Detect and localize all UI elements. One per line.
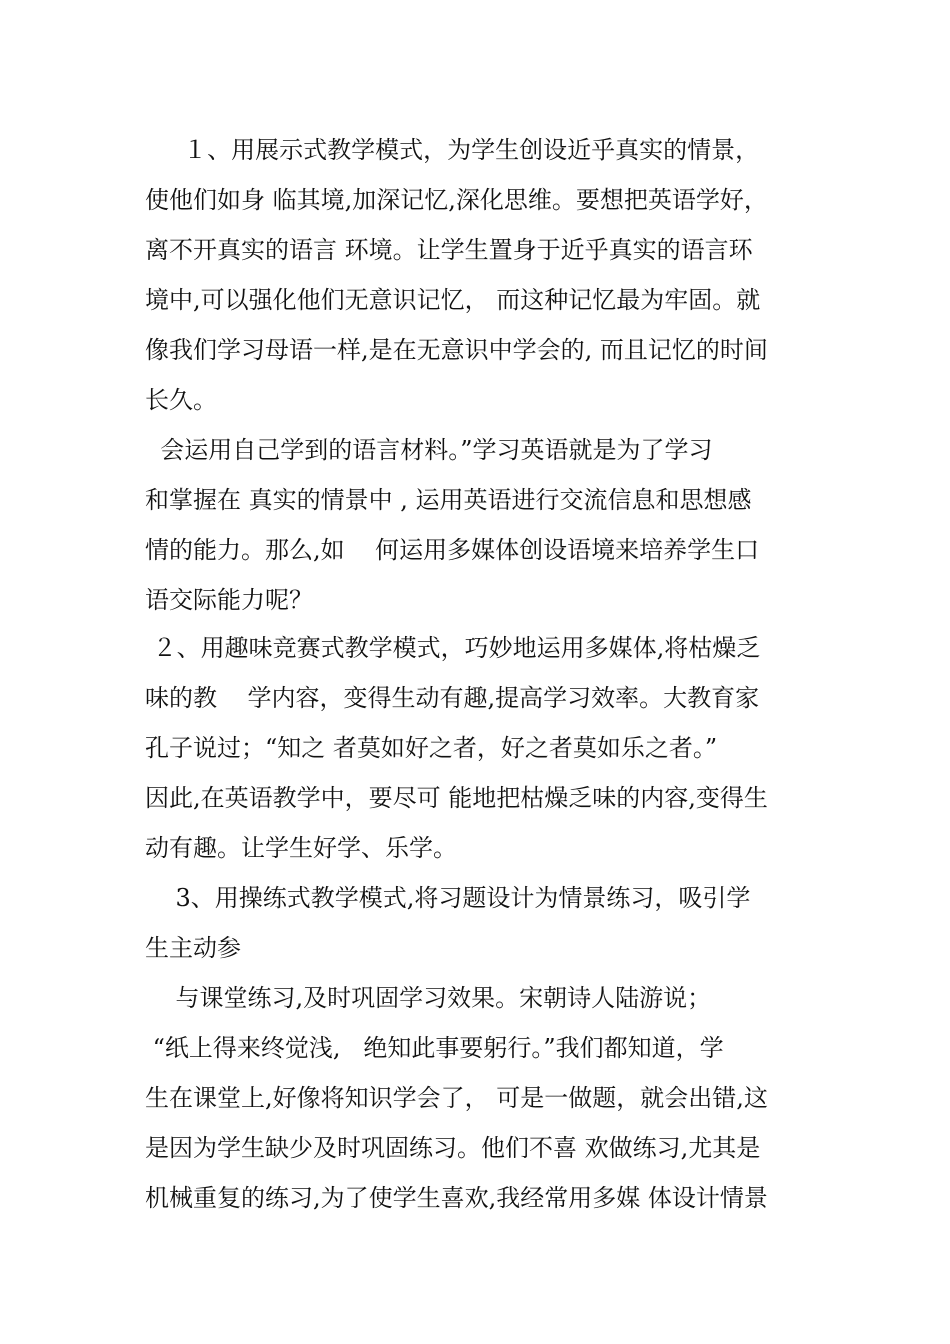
text-line: 是因为学生缺少及时巩固练习。他们不喜 欢做练习,尤其是: [145, 1134, 761, 1162]
text-line: 境中,可以强化他们无意识记忆， 而这种记忆最为牢固。就: [145, 286, 761, 314]
text-line: ２、用趣味竞赛式教学模式，巧妙地运用多媒体,将枯燥乏: [145, 634, 761, 662]
text-line: “纸上得来终觉浅, 绝知此事要躬行。”我们都知道，学: [145, 1034, 724, 1062]
text-line: 像我们学习母语一样,是在无意识中学会的, 而且记忆的时间: [145, 336, 768, 364]
text-line: 机械重复的练习,为了使学生喜欢,我经常用多媒 体设计情景: [145, 1184, 768, 1212]
text-line: 离不开真实的语言 环境。让学生置身于近乎真实的语言环: [145, 236, 753, 264]
text-line: 语交际能力呢？: [145, 586, 313, 614]
text-line: 味的教 学内容，变得生动有趣,提高学习效率。大教育家: [145, 684, 760, 712]
text-line: 和掌握在 真实的情景中 , 运用英语进行交流信息和思想感: [145, 486, 752, 514]
text-line: 生主动参: [145, 934, 241, 962]
text-line: １、用展示式教学模式，为学生创设近乎真实的情景，: [145, 136, 760, 164]
text-line: 动有趣。让学生好学、乐学。: [145, 834, 457, 862]
text-line: 长久。: [145, 386, 217, 414]
text-line: 情的能力。那么,如 何运用多媒体创设语境来培养学生口: [145, 536, 760, 564]
text-line: 孔子说过；“知之 者莫如好之者，好之者莫如乐之者。”: [145, 734, 718, 762]
text-line: 会运用自己学到的语言材料。”学习英语就是为了学习: [145, 436, 713, 464]
text-line: 与课堂练习,及时巩固学习效果。宋朝诗人陆游说；: [145, 984, 712, 1012]
text-line: 使他们如身 临其境,加深记忆,深化思维。要想把英语学好，: [145, 186, 768, 214]
text-line: 3、用操练式教学模式,将习题设计为情景练习，吸引学: [145, 884, 751, 912]
text-line: 因此,在英语教学中，要尽可 能地把枯燥乏味的内容,变得生: [145, 784, 768, 812]
text-line: 生在课堂上,好像将知识学会了， 可是一做题，就会出错,这: [145, 1084, 768, 1112]
